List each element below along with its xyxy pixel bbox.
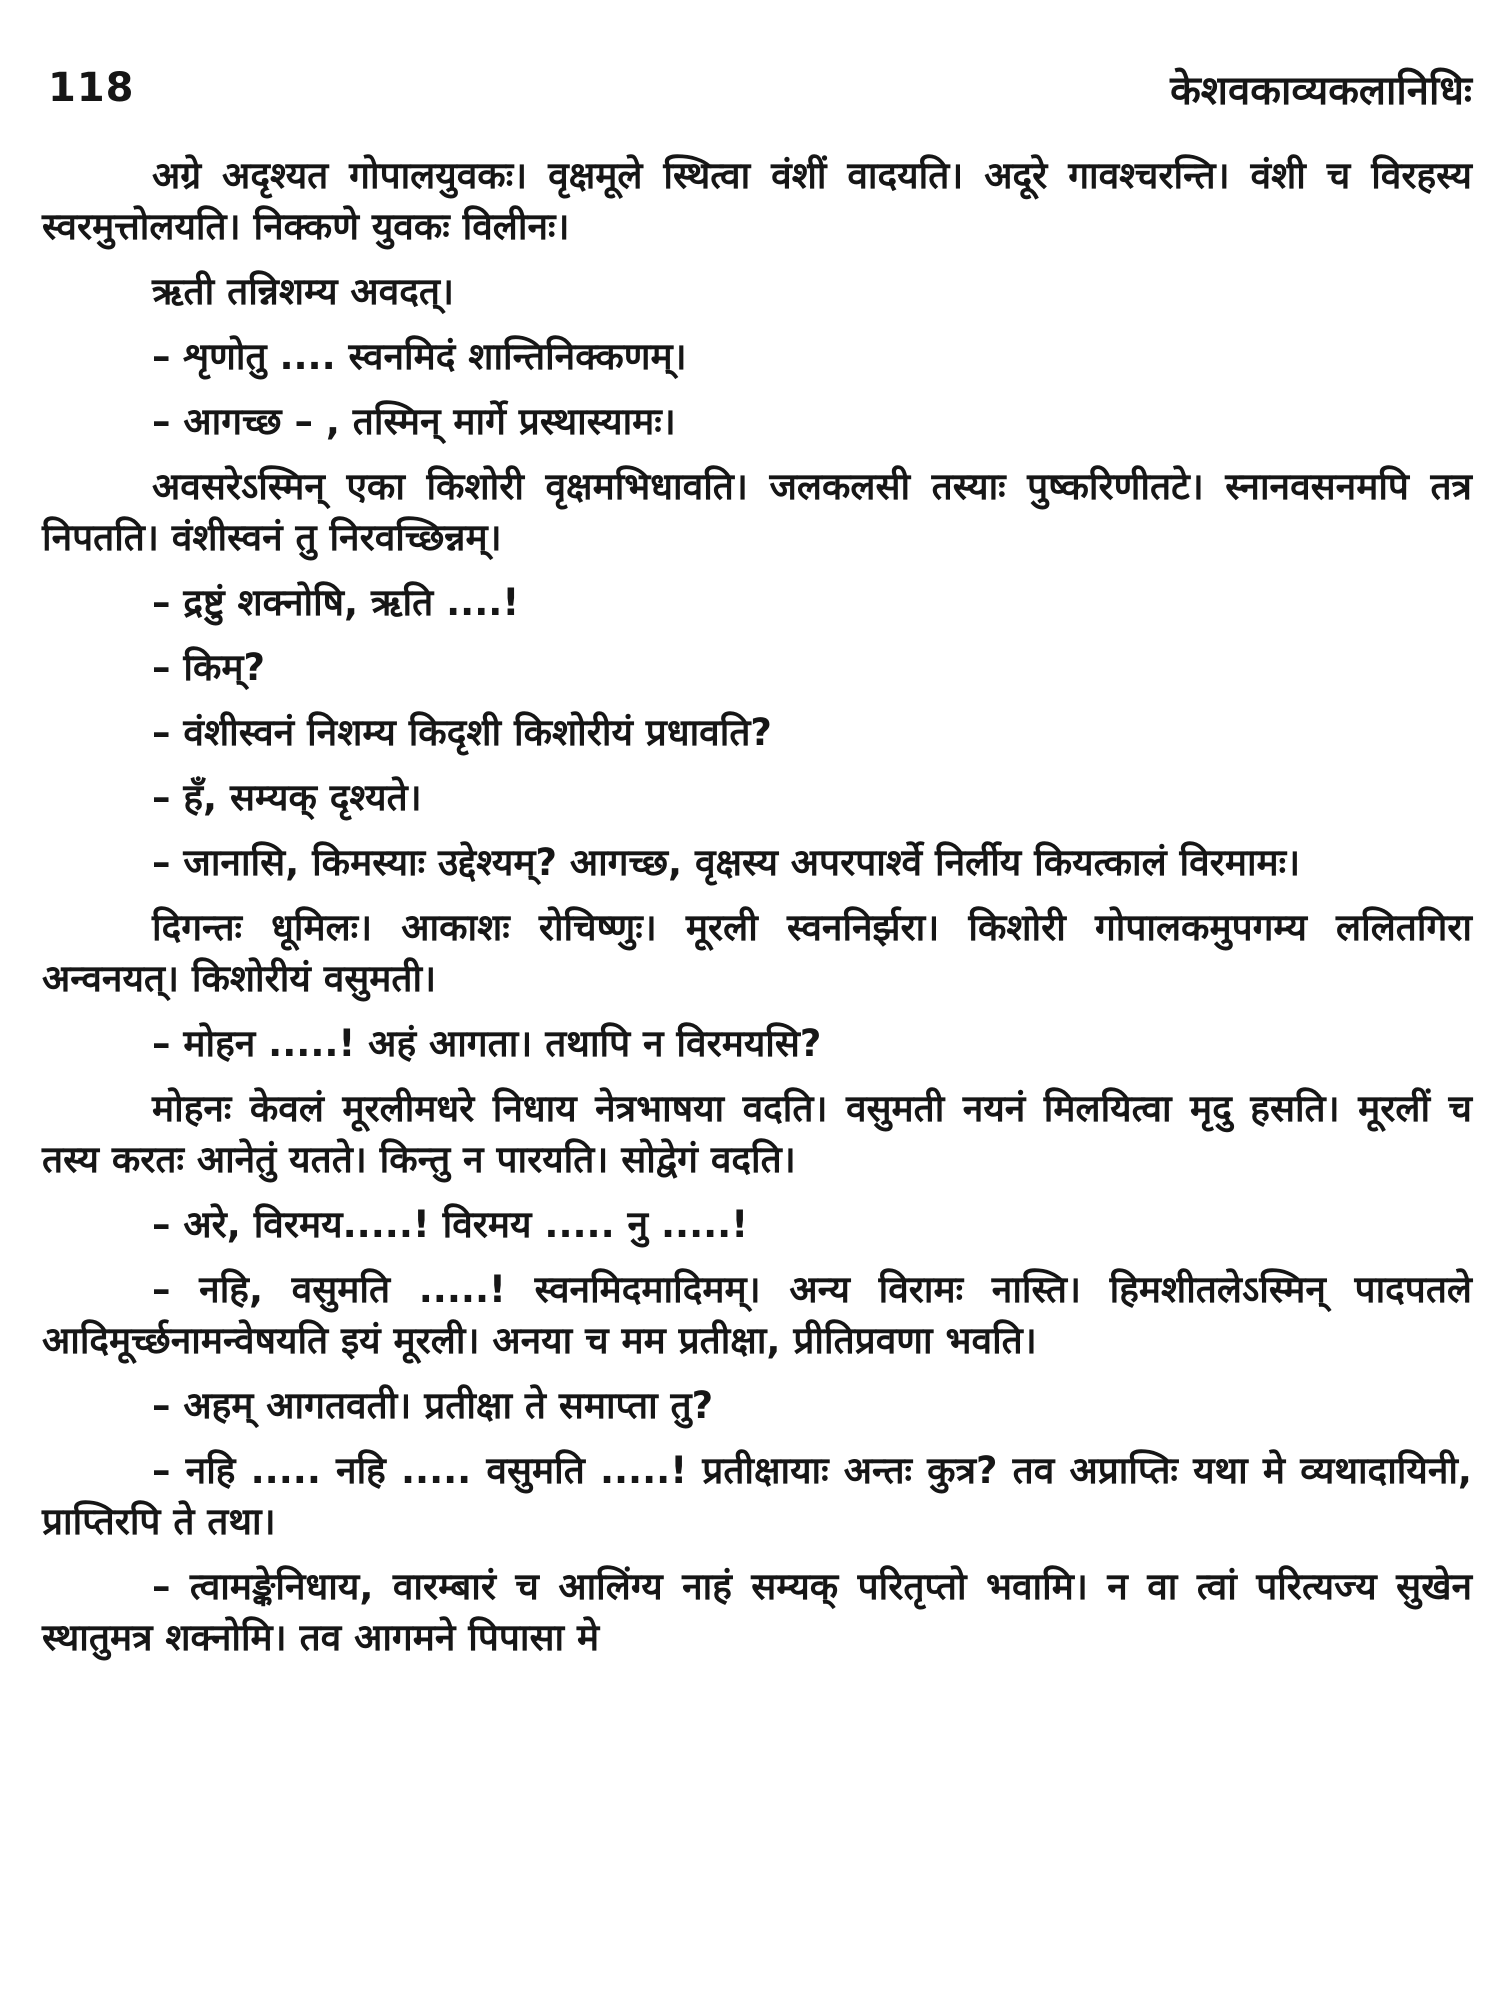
paragraph: अग्रे अदृश्यत गोपालयुवकः। वृक्षमूले स्थित्वा वंशीं वादयति। अदूरे गावश्चरन्ति। वंशी च विरहस्य स्वरमुत्तोलयति। निक्कणे युवकः विलीनः। xyxy=(42,154,1472,248)
dialogue-line: – अहम् आगतवती। प्रतीक्षा ते समाप्ता तु? xyxy=(152,1384,714,1427)
dialogue-line: – किम्? xyxy=(152,646,265,689)
dialogue-line: – जानासि, किमस्याः उद्देश्यम्? आगच्छ, वृक्षस्य अपरपार्श्वे निर्लीय कियत्कालं विरमामः। xyxy=(152,841,1301,884)
dialogue-line: – आगच्छ – , तस्मिन् मार्गे प्रस्थास्यामः। xyxy=(152,400,676,443)
paragraph: दिगन्तः धूमिलः। आकाशः रोचिष्णुः। मूरली स्वननिर्झरा। किशोरी गोपालकमुपगम्य ललितगिरा अन्वनयत्। किशोरीयं वसुमती। xyxy=(42,906,1472,1000)
dialogue-line: – अरे, विरमय.....! विरमय ..... नु .....! xyxy=(152,1203,749,1246)
dialogue-line: – मोहन .....! अहं आगता। तथापि न विरमयसि? xyxy=(152,1022,822,1065)
dialogue-line: – नहि ..... नहि ..... वसुमति .....! प्रतीक्षायाः अन्तः कुत्र? तव अप्राप्तिः यथा मे व्यथादायिनी, प्राप्तिरपि ते तथा। xyxy=(42,1449,1472,1543)
dialogue-line: – हँ, सम्यक् दृश्यते। xyxy=(152,776,422,819)
dialogue-line: – द्रष्टुं शक्नोषि, ऋति ....! xyxy=(152,581,520,624)
paragraph: ऋती तन्निशम्य अवदत्। xyxy=(152,270,455,313)
body-text xyxy=(42,150,1472,1677)
running-title: केशवकाव्यकलानिधिः xyxy=(1170,67,1472,114)
page-header xyxy=(48,58,1472,118)
dialogue-line: – वंशीस्वनं निशम्य किदृशी किशोरीयं प्रधावति? xyxy=(152,711,772,754)
dialogue-line: – त्वामङ्केनिधाय, वारम्बारं च आलिंग्य नाहं सम्यक् परितृप्तो भवामि। न वा त्वां परित्यज्य सुखेन स्थातुमत्र शक्नोमि। तव आगमने पिपासा मे xyxy=(42,1565,1472,1659)
dialogue-line: – नहि, वसुमति .....! स्वनमिदमादिमम्। अन्य विरामः नास्ति। हिमशीतलेऽस्मिन् पादपतले आदिमूर्च्छनामन्वेषयति इयं मूरली। अनया च मम प्रतीक्षा, प्रीतिप्रवणा भवति। xyxy=(42,1268,1472,1362)
paragraph: मोहनः केवलं मूरलीमधरे निधाय नेत्रभाषया वदति। वसुमती नयनं मिलयित्वा मृदु हसति। मूरलीं च तस्य करतः आनेतुं यतते। किन्तु न पारयति। सोद्वेगं वदति। xyxy=(42,1087,1472,1181)
paragraph: अवसरेऽस्मिन् एका किशोरी वृक्षमभिधावति। जलकलसी तस्याः पुष्करिणीतटे। स्नानवसनमपि तत्र निपतति। वंशीस्वनं तु निरवच्छिन्नम्। xyxy=(42,465,1472,559)
dialogue-line: – शृणोतु .... स्वनमिदं शान्तिनिक्कणम्। xyxy=(152,335,687,378)
page-number: 118 xyxy=(48,65,135,111)
